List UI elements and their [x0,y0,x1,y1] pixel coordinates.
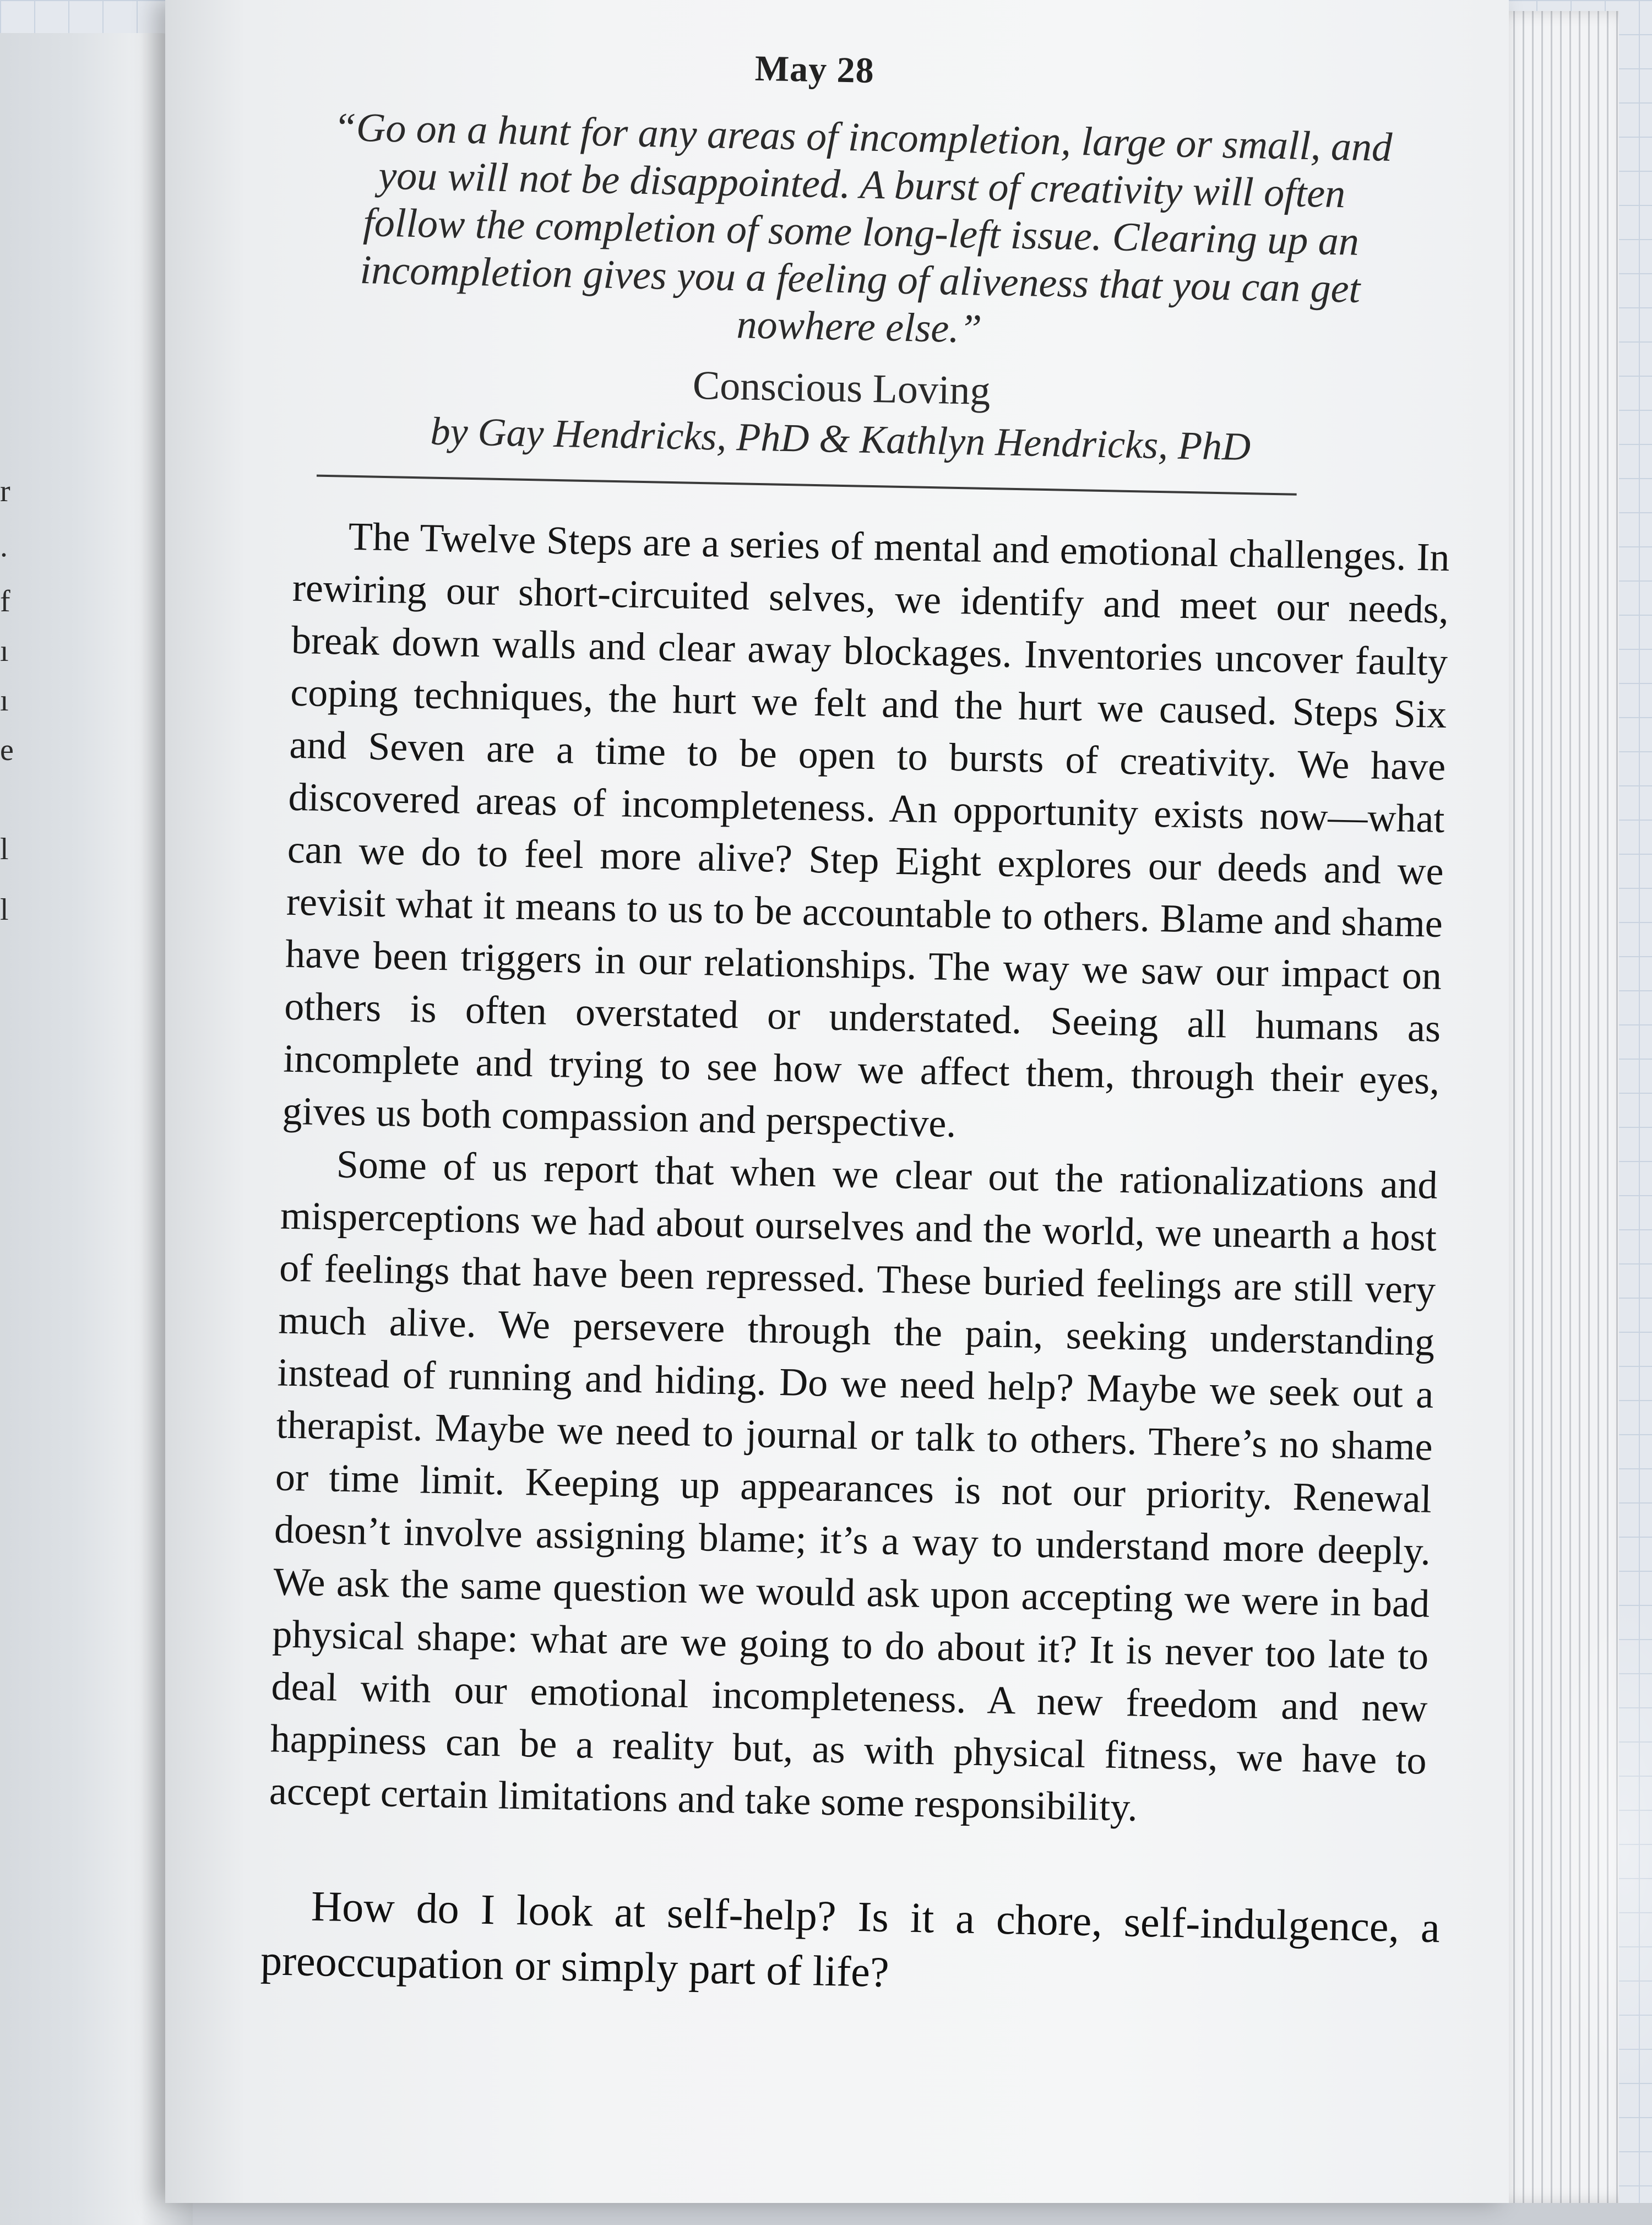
epigraph-quote: “Go on a hunt for any areas of incompletion, large or small, and you will not be disappointed. A burst of creativity will often follow the completion of some long-left issue. Clearing up an incompletion gives you a feeling of aliveness that you can get nowhere else.” [333,105,1393,352]
left-page-fragment: f [0,584,10,618]
page-date: May 28 [754,48,875,91]
body-paragraph: Some of us report that when we clear out the rationalizations and misperceptions we had about ourselves and the world, we unearth a host of feelings that have been repressed. These buried feelings are still very much alive. We persevere through the pain, seeking understanding instead of running and hiding. Do we need help? Maybe we seek out a therapist. Maybe we need to journal or talk to others. There’s no shame or time limit. Keeping up appearances is not our priority. Renewal doesn’t involve assigning blame; it’s a way to understand more deeply. We ask the same question we would ask upon accepting we were in bad physical shape: what are we going to do about it? It is never too late to deal with our emotional incompleteness. A new freedom and new happiness can be a reality but, as with physical fitness, we have to accept certain limitations and take some responsibility. [269,1142,1438,1830]
left-facing-page [0,33,193,2225]
reflection-question [260,1877,1440,2010]
reflection-text: How do I look at self-help? Is it a chore, self-indulgence, a preoccupation or simply part of life? [260,1881,1441,1996]
left-page-fragment: ı [0,683,9,718]
epigraph-source-title: Conscious Loving [692,362,991,414]
body-paragraph: The Twelve Steps are a series of mental and emotional challenges. In rewiring our short-circuited selves, we identify and meet our needs, break down walls and clear away blockages. Inventories uncover faulty coping techniques, the hurt we felt and the hurt we caused. Steps Six and Seven are a time to be open to bursts of creativity. We have discovered areas of incompleteness. An opportunity exists now—what can we do to feel more alive? Step Eight explores our deeds and we revisit what it means to us to be accountable to others. Blame and shame have been triggers in our relationships. The way we saw our impact on others is often overstated or understated. Seeing all humans as incomplete and trying to see how we affect them, through their eyes, gives us both compassion and perspective. [282,514,1450,1146]
left-page-fragment: e [0,733,14,767]
left-page-fragment: l [0,832,9,866]
left-page-fragment: . [0,529,8,563]
left-page-fragment: ı [0,634,9,668]
left-page-fragment: l [0,893,9,927]
body-text [269,509,1450,1839]
book-page [165,0,1509,2203]
epigraph-source-author: by Gay Hendricks, PhD & Kathlyn Hendricks, PhD [430,409,1251,469]
section-divider [317,475,1297,496]
page-content [194,37,1465,2010]
left-page-fragment: r [0,474,10,508]
